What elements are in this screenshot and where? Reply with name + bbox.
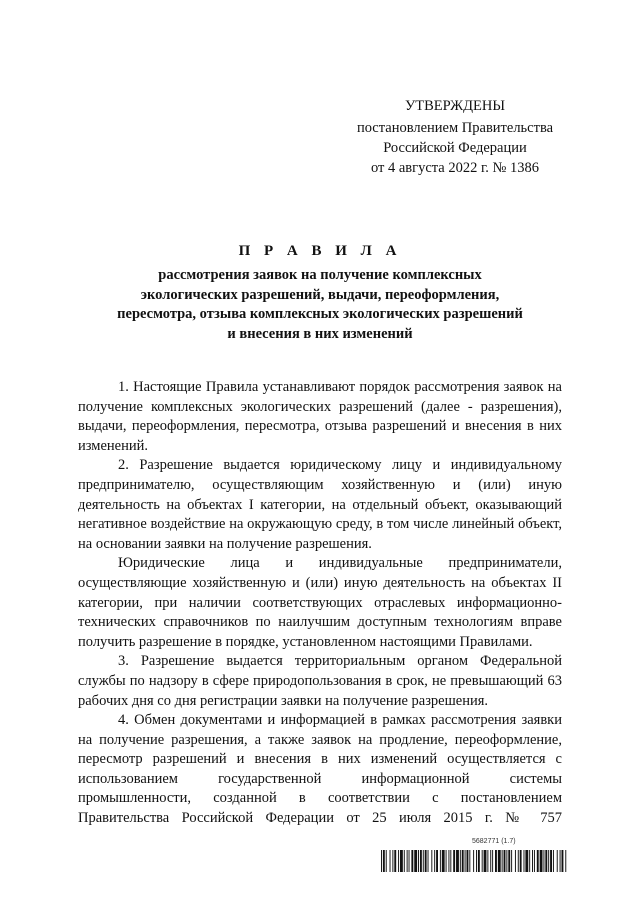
barcode-bar xyxy=(420,850,422,872)
subtitle-line-3: пересмотра, отзыва комплексных экологических разрешений xyxy=(117,306,523,322)
barcode-bar xyxy=(423,850,424,872)
barcode-bar xyxy=(460,850,461,872)
barcode-bar xyxy=(504,850,506,872)
barcode-bar xyxy=(409,850,410,872)
barcode-bar xyxy=(442,850,445,872)
barcode-bar xyxy=(520,850,522,872)
barcode-bar xyxy=(407,850,408,872)
barcode-bar xyxy=(492,850,493,872)
barcode-bar xyxy=(404,850,405,872)
paragraph-4: 4. Обмен документами и информацией в рамках рассмотрения заявки на получение разрешения, а также заявок на продление, переоформление, пересмотр разрешений и внесения в них изменений осуществляется с использованием государственной информационной системы промышленности, созданной в соответствии с постановлением Правительства Российской Федерации от 25 июля 2015 г. № 757 xyxy=(78,712,562,827)
barcode-bar xyxy=(381,850,382,872)
barcode-bar xyxy=(548,850,549,872)
barcode-bar xyxy=(560,850,561,872)
barcode-bar xyxy=(550,850,552,872)
barcode-bar xyxy=(392,850,393,872)
barcode-bar xyxy=(476,850,477,872)
barcode-bar xyxy=(414,850,417,872)
barcode-bar xyxy=(524,850,525,872)
barcode-bar xyxy=(508,850,510,872)
barcode-bar xyxy=(525,850,528,872)
barcode-bar xyxy=(440,850,441,872)
barcode-bar xyxy=(532,850,533,872)
barcode-bar xyxy=(490,850,491,872)
barcode-bar xyxy=(383,850,385,872)
barcode-bar xyxy=(484,850,487,872)
barcode-bar xyxy=(487,850,488,872)
barcode-bar xyxy=(515,850,516,872)
approval-line-2: Российской Федерации xyxy=(383,140,527,156)
barcode-bar xyxy=(453,850,455,872)
barcode-bar xyxy=(411,850,413,872)
barcode-bar xyxy=(465,850,466,872)
barcode-bar xyxy=(428,850,429,872)
barcode-bar xyxy=(436,850,438,872)
barcode-bar xyxy=(462,850,464,872)
barcode-bar xyxy=(534,850,535,872)
barcode-bar xyxy=(425,850,427,872)
barcode-bar xyxy=(450,850,451,872)
approval-line-1: постановлением Правительства xyxy=(356,120,554,136)
document-subtitle xyxy=(100,266,540,344)
barcode-bar xyxy=(495,850,497,872)
barcode-bar xyxy=(498,850,501,872)
barcode-bar xyxy=(482,850,483,872)
barcode-bar xyxy=(386,850,387,872)
approval-line-3: от 4 августа 2022 г. № 1386 xyxy=(370,160,540,176)
barcode-bar xyxy=(398,850,399,872)
approval-heading: УТВЕРЖДЕНЫ xyxy=(404,98,506,114)
barcode-bar xyxy=(448,850,449,872)
subtitle-line-4: и внесения в них изменений xyxy=(227,325,413,342)
paragraph-3: 3. Разрешение выдается территориальным органом Федеральной службы по надзору в сфере природопользования в срок, не превышающий 63 рабочих дня со дня регистрации заявки на получение разрешения. xyxy=(78,653,562,709)
approval-stamp xyxy=(340,96,570,178)
barcode-bar xyxy=(456,850,459,872)
barcode-bar xyxy=(431,850,432,872)
barcode-bar xyxy=(434,850,435,872)
document-title: П Р А В И Л А xyxy=(238,243,402,259)
barcode-bar xyxy=(545,850,547,872)
barcode xyxy=(381,850,567,872)
paragraph-2-continued: Юридические лица и индивидуальные предприниматели, осуществляющие хозяйственную и (или) иную деятельность на объектах II категории, при наличии соответствующих отраслевых информационно-технических справочников по наилучшим доступным технологиям вправе получить разрешение в порядке, установленном настоящими Правилами. xyxy=(78,555,562,650)
barcode-bar xyxy=(557,850,558,872)
barcode-bar xyxy=(540,850,543,872)
barcode-bar xyxy=(511,850,512,872)
paragraph-1: 1. Настоящие Правила устанавливают порядок рассмотрения заявок на получение комплексных экологических разрешений (далее - разрешения), выдачи, переоформления, пересмотра, отзыва разрешений и внесения в них изменений. xyxy=(78,379,562,454)
barcode-bar xyxy=(553,850,554,872)
barcode-bar xyxy=(537,850,539,872)
barcode-bar xyxy=(467,850,469,872)
barcode-bar xyxy=(446,850,447,872)
barcode-bar xyxy=(562,850,564,872)
barcode-bar xyxy=(473,850,474,872)
subtitle-line-2: экологических разрешений, выдачи, переоформления, xyxy=(140,286,500,303)
barcode-bar xyxy=(529,850,530,872)
barcode-bar xyxy=(390,850,391,872)
barcode-bar xyxy=(400,850,403,872)
barcode-bar xyxy=(418,850,419,872)
barcode-bar xyxy=(502,850,503,872)
paragraph-2: 2. Разрешение выдается юридическому лицу и индивидуальному предпринимателю, осуществляющим хозяйственную и (или) иную деятельность на объектах I категории, на отдельный объект, оказывающий негативное воздействие на окружающую среду, в том числе линейный объект, на основании заявки на получение разрешения. xyxy=(78,457,562,552)
barcode-bar xyxy=(469,850,470,872)
document-body xyxy=(78,378,562,829)
barcode-bar xyxy=(543,850,544,872)
barcode-bar xyxy=(518,850,519,872)
barcode-bar xyxy=(565,850,566,872)
barcode-bar xyxy=(394,850,396,872)
barcode-bar xyxy=(478,850,480,872)
document-id: 5682771 (1.7) xyxy=(472,838,516,845)
subtitle-line-1: рассмотрения заявок на получение комплексных xyxy=(158,267,482,283)
barcode-bar xyxy=(506,850,507,872)
